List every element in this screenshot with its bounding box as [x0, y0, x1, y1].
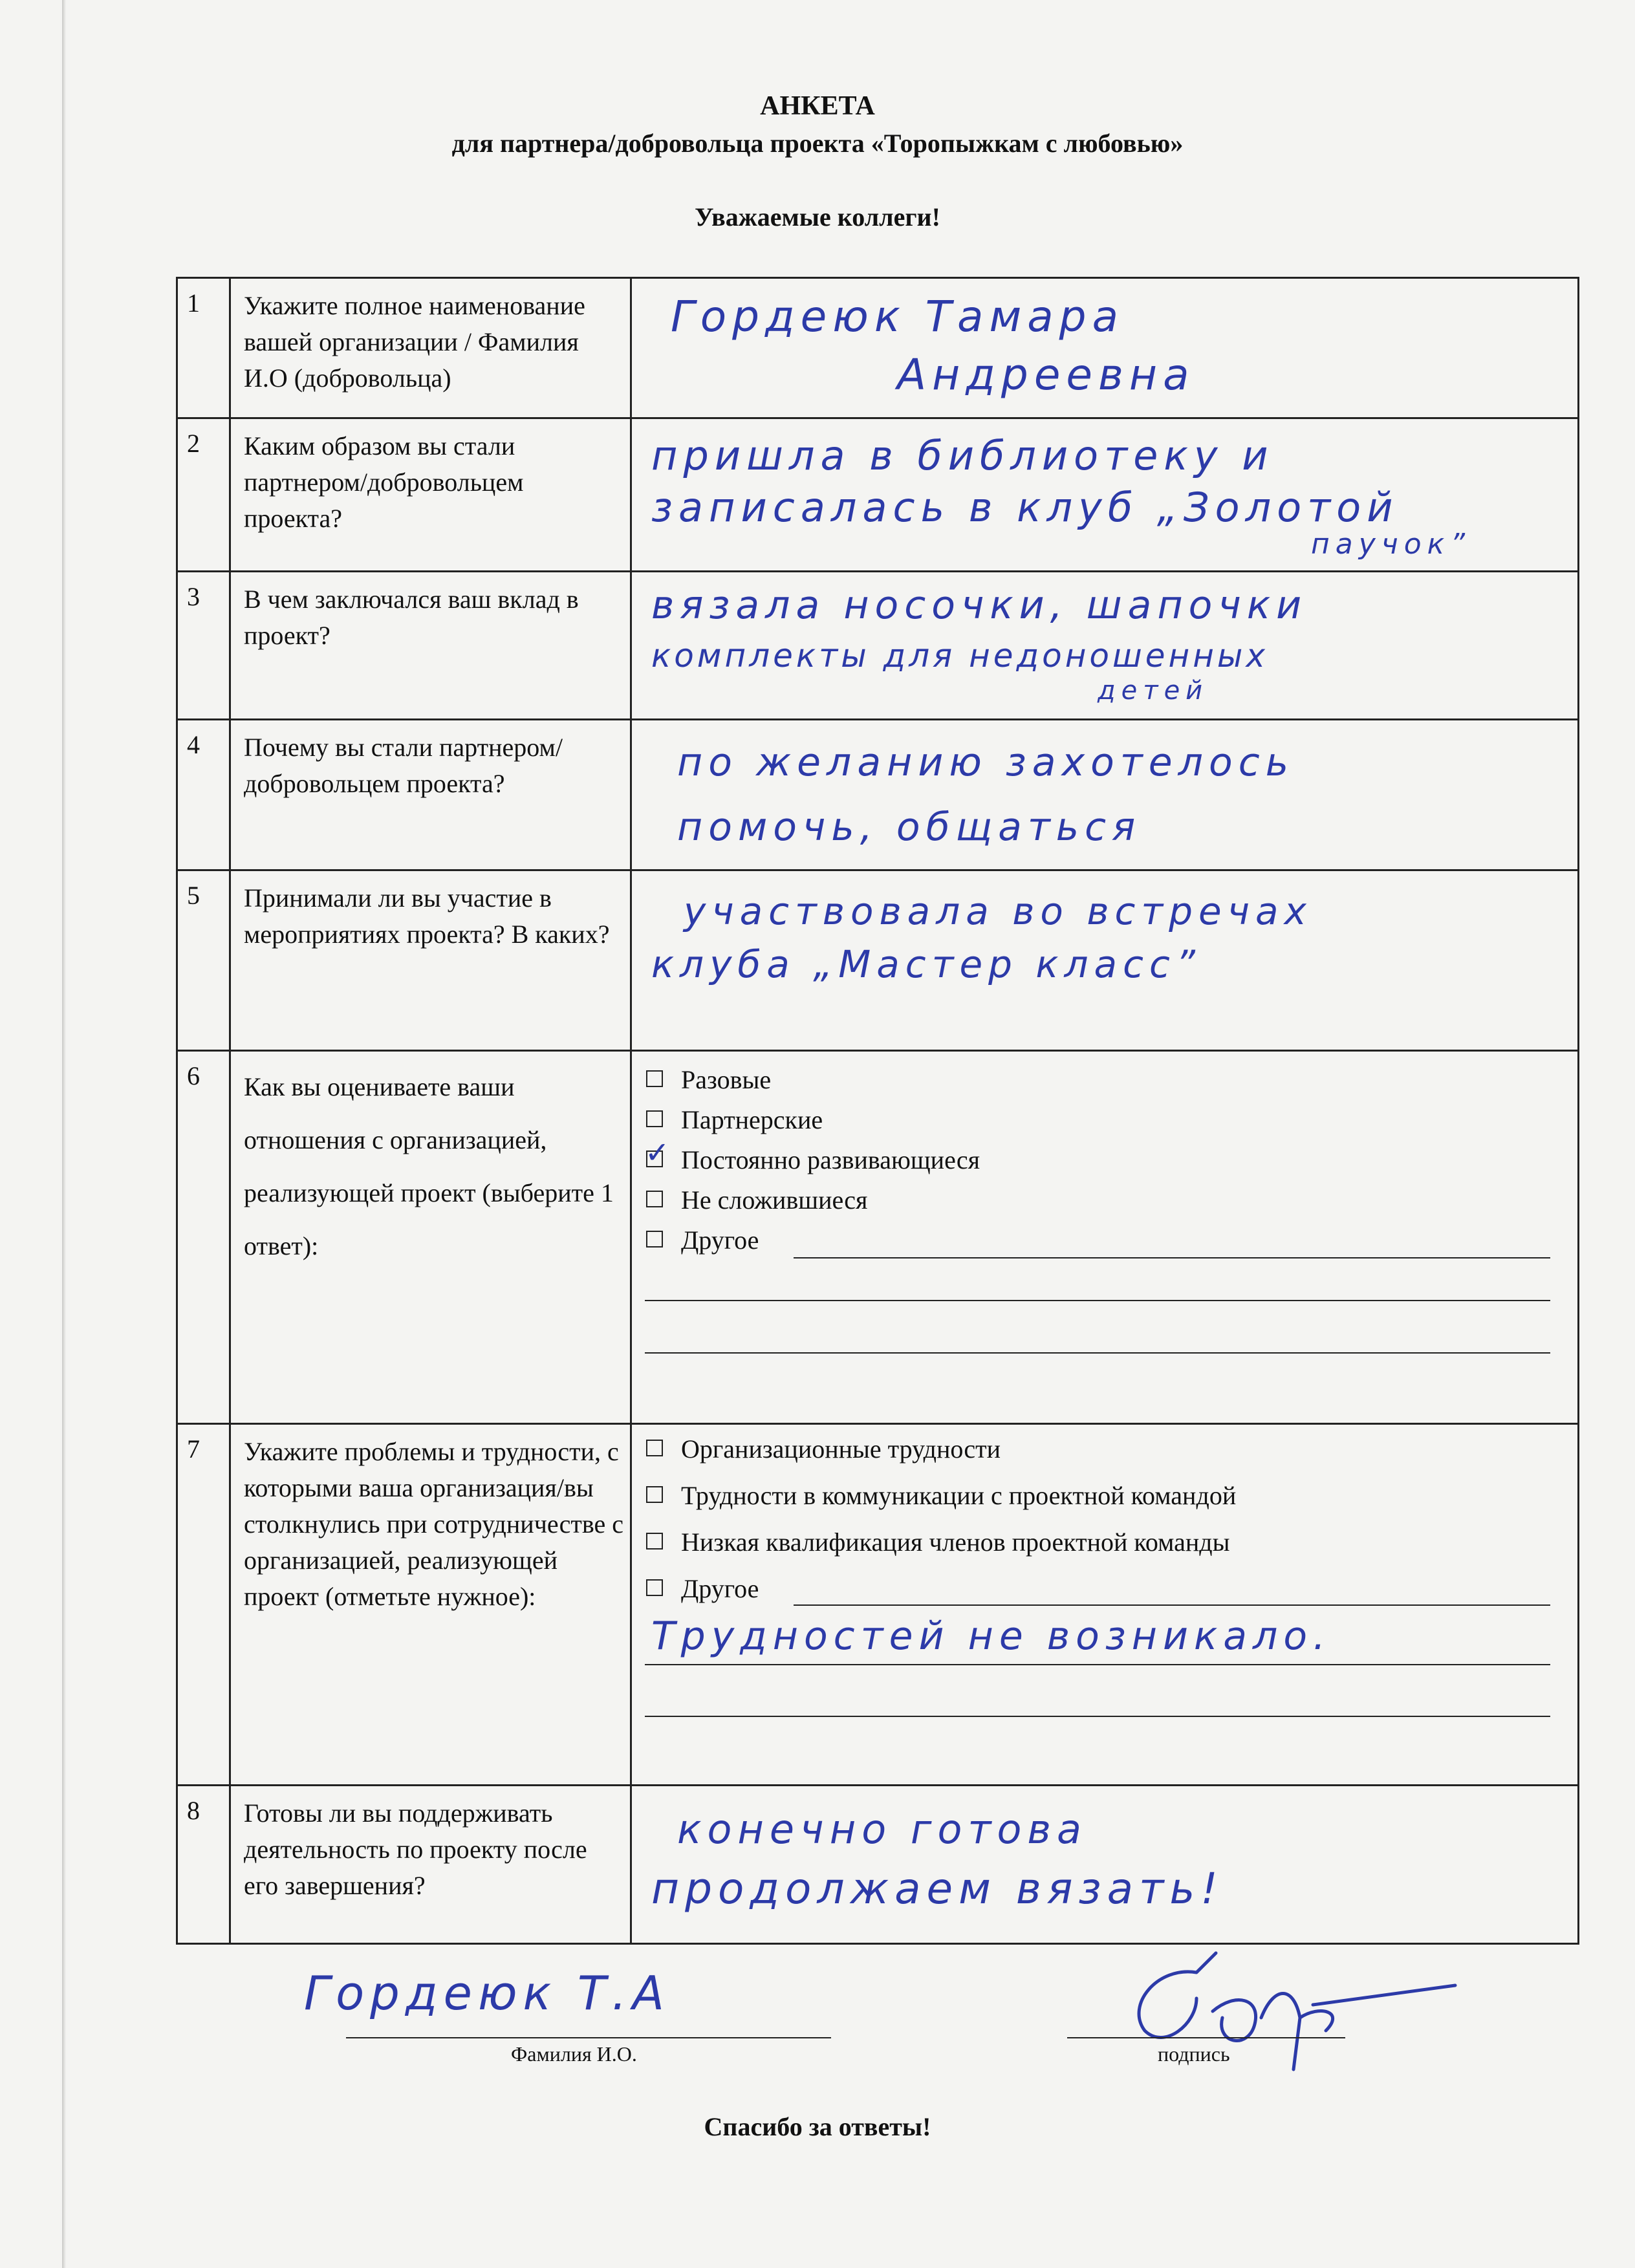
signature-label: подпись: [1158, 2042, 1230, 2066]
checkmark-icon: ✓: [645, 1135, 670, 1170]
option-problems-organizational[interactable]: Организационные трудности: [646, 1434, 1001, 1464]
row-number: 8: [178, 1786, 231, 1943]
checkbox-icon[interactable]: [646, 1231, 663, 1247]
question-row-1: [176, 277, 1579, 419]
answer-cell[interactable]: [632, 419, 1577, 570]
question-text: Укажите проблемы и трудности, с которыми ваша организация/вы столкнулись при сотрудничестве с организацией, реализующей проект (отметьте нужное):: [231, 1425, 632, 1784]
question-text: Укажите полное наименование вашей организации / Фамилия И.О (добровольца): [231, 279, 632, 417]
handwritten-answer-line: вязала носочки, шапочки: [651, 583, 1308, 628]
handwritten-answer-line: детей: [1098, 676, 1209, 706]
checkbox-icon[interactable]: [645, 1135, 670, 1170]
handwritten-answer-line: участвовала во встречах: [684, 889, 1312, 933]
checkbox-icon[interactable]: [646, 1191, 663, 1207]
full-name-label: Фамилия И.О.: [511, 2042, 637, 2066]
option-relations-other[interactable]: Другое: [646, 1225, 759, 1255]
row-number: 4: [178, 720, 231, 869]
full-name-line[interactable]: [346, 2037, 831, 2038]
row-number: 7: [178, 1425, 231, 1784]
other-answer-line[interactable]: [645, 1352, 1550, 1354]
handwritten-full-name: Гордеюк Т.А: [304, 1966, 671, 2020]
handwritten-answer-line: по желанию захотелось: [677, 740, 1295, 785]
greeting: Уважаемые коллеги!: [695, 202, 940, 232]
handwritten-answer-line: паучок”: [1311, 528, 1471, 561]
answer-cell[interactable]: [632, 720, 1577, 869]
question-text: Почему вы стали партнером/добровольцем проекта?: [231, 720, 632, 869]
question-text: Как вы оцениваете ваши отношения с организацией, реализующей проект (выберите 1 ответ):: [231, 1052, 632, 1423]
handwritten-answer-line: конечно готова: [677, 1806, 1087, 1853]
handwritten-answer-line: Андреевна: [897, 350, 1195, 400]
paper-edge-shadow: [62, 0, 66, 2268]
question-row-5: [176, 869, 1579, 1052]
row-number: 3: [178, 572, 231, 718]
answer-cell[interactable]: [632, 572, 1577, 718]
option-problems-communication[interactable]: Трудности в коммуникации с проектной командой: [646, 1480, 1236, 1511]
checkbox-icon[interactable]: [646, 1486, 663, 1503]
row-number: 5: [178, 871, 231, 1050]
checkbox-icon[interactable]: [646, 1070, 663, 1087]
other-answer-line[interactable]: [645, 1300, 1550, 1301]
question-text: Принимали ли вы участие в мероприятиях проекта? В каких?: [231, 871, 632, 1050]
answer-cell[interactable]: [632, 871, 1577, 1050]
answer-cell[interactable]: [632, 279, 1577, 417]
answer-cell: [632, 1425, 1577, 1784]
other-answer-line[interactable]: [794, 1604, 1550, 1606]
checkbox-icon[interactable]: [646, 1110, 663, 1127]
checkbox-icon[interactable]: [646, 1533, 663, 1550]
row-number: 2: [178, 419, 231, 570]
other-answer-line[interactable]: [645, 1664, 1550, 1665]
question-row-3: [176, 570, 1579, 720]
option-problems-other[interactable]: Другое: [646, 1573, 759, 1604]
form-title: АНКЕТА: [760, 91, 875, 121]
option-relations-not-formed[interactable]: Не сложившиеся: [646, 1185, 867, 1215]
question-row-8: [176, 1784, 1579, 1945]
question-text: Готовы ли вы поддерживать деятельность по проекту после его завершения?: [231, 1786, 632, 1943]
handwritten-answer-line: пришла в библиотеку и: [651, 432, 1274, 479]
thanks-text: Спасибо за ответы!: [704, 2112, 931, 2141]
other-answer-line[interactable]: [794, 1257, 1550, 1258]
checkbox-icon[interactable]: [646, 1440, 663, 1456]
option-relations-developing[interactable]: ✓ Постоянно развивающиеся: [645, 1135, 980, 1174]
handwritten-answer-line: комплекты для недоношенных: [651, 637, 1268, 675]
row-number: 1: [178, 279, 231, 417]
option-relations-one-time[interactable]: Разовые: [646, 1064, 771, 1095]
handwritten-answer-line: Гордеюк Тамара: [671, 292, 1125, 341]
question-text: Каким образом вы стали партнером/добровольцем проекта?: [231, 419, 632, 570]
signature-scribble: [1099, 1947, 1462, 2076]
question-row-4: [176, 718, 1579, 871]
option-problems-qualification[interactable]: Низкая квалификация членов проектной команды: [646, 1527, 1230, 1557]
answer-cell[interactable]: [632, 1786, 1577, 1943]
question-row-2: [176, 417, 1579, 572]
row-number: 6: [178, 1052, 231, 1423]
handwritten-other-answer: Трудностей не возникало.: [651, 1614, 1332, 1659]
option-relations-partner[interactable]: Партнерские: [646, 1105, 823, 1135]
handwritten-answer-line: записалась в клуб „Золотой: [651, 484, 1399, 531]
question-row-6: [176, 1050, 1579, 1425]
handwritten-answer-line: помочь, общаться: [677, 805, 1142, 850]
form-subtitle: для партнера/добровольца проекта «Торопыжкам с любовью»: [451, 129, 1184, 158]
other-answer-line[interactable]: [645, 1716, 1550, 1717]
handwritten-answer-line: клуба „Мастер класс”: [651, 942, 1201, 986]
signature-line[interactable]: [1067, 2037, 1345, 2038]
checkbox-icon[interactable]: [646, 1579, 663, 1596]
handwritten-answer-line: продолжаем вязать!: [651, 1864, 1224, 1914]
question-row-7: [176, 1423, 1579, 1786]
question-text: В чем заключался ваш вклад в проект?: [231, 572, 632, 718]
answer-cell: [632, 1052, 1577, 1423]
